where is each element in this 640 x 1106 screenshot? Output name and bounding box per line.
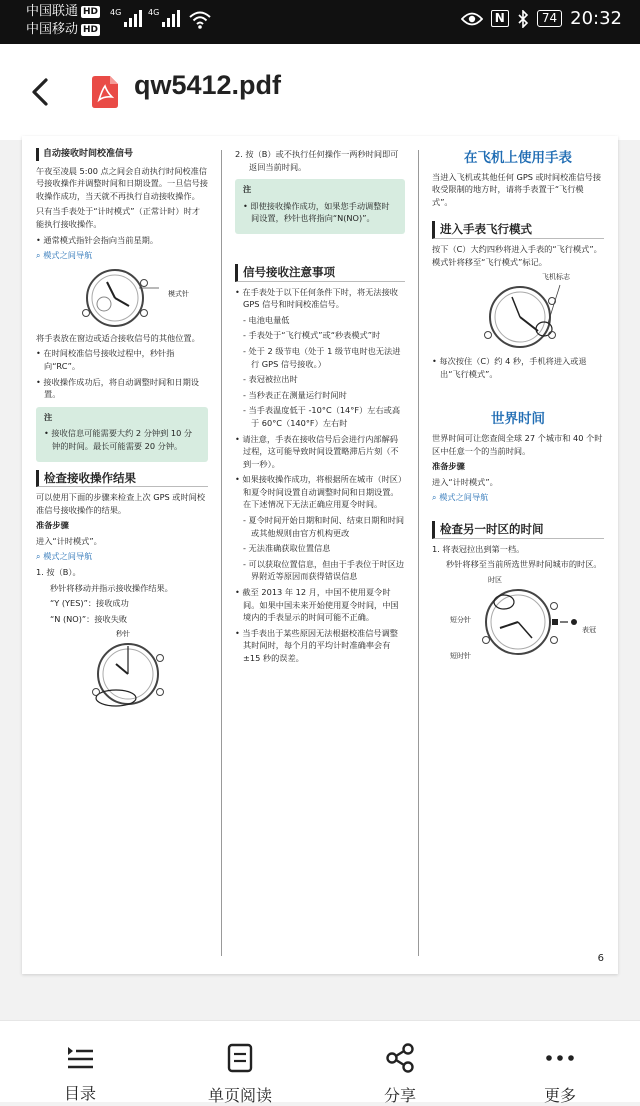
step-1-text: 秒针将移动并指示接收操作结果。 xyxy=(50,582,173,593)
watch-diagram-1 xyxy=(36,266,208,332)
battery-indicator: 74 xyxy=(537,10,562,27)
column-1 xyxy=(36,148,208,714)
share-button[interactable] xyxy=(350,1043,450,1106)
bullet-item: • 如果接收操作成功，将根据所在城市（时区）和夏令时间设置自动调整时间和日期设置。在下述情况下无法正确应用夏令时间。 xyxy=(235,474,403,510)
list-icon xyxy=(65,1043,95,1071)
step-1-text: 秒针将移至当前所选世界时间城市的时区。 xyxy=(446,559,602,570)
step-1: 1. 将表冠拉出到第一档。 xyxy=(432,543,525,554)
paragraph: 可以使用下面的步骤来检查上次 GPS 或时间校准信号接收操作的结果。 xyxy=(36,492,206,515)
bullet-item: • 当手表出于某些原因无法根据校准信号调整其时间时，每个月的平均计时准确率会有 ±15 秒的误差。 xyxy=(235,627,398,663)
mode-nav-link[interactable] xyxy=(36,249,208,262)
note-box-2 xyxy=(235,179,405,234)
more-icon xyxy=(545,1043,575,1073)
link-text: 模式之间导航 xyxy=(43,250,93,261)
toc-button[interactable] xyxy=(30,1043,130,1104)
page-number: 6 xyxy=(597,953,604,964)
short-hour-hand-label: 短时针 xyxy=(450,651,471,660)
status-bar xyxy=(0,0,640,44)
bullet-item: • 请注意，手表在接收信号后会进行内部解码过程，这可能导致时间设置略滞后片刻（不到一秒）。 xyxy=(235,433,399,469)
paragraph: 午夜至凌晨 5:00 点之间会自动执行时间校准信号接收操作并调整时间和日期设置。一旦信号接收操作成功，当天就不再执行自动接收操作。 xyxy=(36,165,208,201)
no-result: “N (NO)”：接收失败 xyxy=(50,613,128,624)
mode-nav-link-3[interactable] xyxy=(432,491,604,504)
page-icon xyxy=(227,1043,253,1073)
step-2: 2. 按（B）或不执行任何操作一两秒时间即可返回当前时间。 xyxy=(235,149,399,172)
watch-illustration-2 xyxy=(86,638,176,712)
paragraph: 将手表放在窗边或适合接收信号的其他位置。 xyxy=(36,332,200,343)
prep-steps-label: 准备步骤 xyxy=(36,520,69,531)
nfc-icon: N xyxy=(491,10,509,27)
hd-badge-2: HD xyxy=(83,25,99,35)
share-label: 分享 xyxy=(383,1086,416,1105)
paragraph: 只有当手表处于“计时模式”（正常计时）时才能执行接收操作。 xyxy=(36,206,201,229)
dash-item: - 电池电量低 xyxy=(243,314,290,325)
signal-icon-2 xyxy=(162,10,180,27)
hd-badge: HD xyxy=(83,7,99,17)
bullet-item: • 每次按住（C）约 4 秒，手机将进入或退出“飞行模式”。 xyxy=(432,356,587,379)
bluetooth-icon xyxy=(517,10,529,28)
single-page-button[interactable] xyxy=(190,1043,290,1106)
link-icon: ⌕ xyxy=(36,551,44,562)
dash-item: - 处于 2 级节电（处于 1 级节电时也无法进行 GPS 信号接收。） xyxy=(243,345,401,369)
share-icon xyxy=(385,1043,415,1073)
prep-text: 进入“计时模式”。 xyxy=(36,535,102,546)
pdf-file-icon xyxy=(92,76,118,108)
bullet-item: • 截至 2013 年 12 月，中国不使用夏令时间。如果中国未来开始使用夏令时间，中国境内的手表显示的时间可能不正确。 xyxy=(235,587,399,623)
link-text: 模式之间导航 xyxy=(439,492,489,503)
paragraph: 当进入飞机或其他任何 GPS 或时间校准信号接收受限制的地方时，请将手表置于“飞行模式”。 xyxy=(432,171,602,207)
column-divider xyxy=(221,150,222,956)
more-button[interactable] xyxy=(510,1043,610,1106)
watch-illustration-4 xyxy=(476,582,584,662)
carrier-2: 中国移动 xyxy=(26,22,79,37)
wifi-icon xyxy=(188,10,212,30)
watch-diagram-2 xyxy=(36,628,208,714)
document-title: qw5412.pdf xyxy=(134,70,282,100)
link-icon: ⌕ xyxy=(432,492,440,503)
watch-illustration xyxy=(77,266,167,330)
mode-nav-link-2[interactable] xyxy=(36,550,208,563)
watch-illustration-3 xyxy=(476,279,576,355)
dash-item: - 表冠被拉出时 xyxy=(243,374,298,385)
clock: 20:32 xyxy=(570,8,622,29)
heading-airplane: 在飞机上使用手表 xyxy=(464,150,572,166)
link-text: 模式之间导航 xyxy=(43,551,93,562)
bullet-item: • 通常模式指针会指向当前星期。 xyxy=(36,234,159,245)
note-title: 注 xyxy=(243,184,252,195)
note-title: 注 xyxy=(44,411,53,422)
dash-item: - 夏令时间开始日期和时间、结束日期和时间或其他规则由官方机构更改 xyxy=(243,515,405,538)
dash-item: - 可以获取位置信息，但由于手表位于时区边界附近等原因而获得错误信息 xyxy=(243,558,405,582)
more-label: 更多 xyxy=(543,1086,576,1105)
short-minute-hand-label: 短分针 xyxy=(450,615,471,624)
carrier-1: 中国联通 xyxy=(26,4,79,19)
watch-diagram-3 xyxy=(432,271,604,355)
column-3 xyxy=(432,148,604,670)
dash-item: - 无法准确获取位置信息 xyxy=(243,543,331,554)
column-divider-2 xyxy=(418,150,419,956)
prep-steps-label: 准备步骤 xyxy=(432,461,465,472)
yes-result: “Y (YES)”：接收成功 xyxy=(50,598,129,609)
carrier-info xyxy=(26,3,100,39)
paragraph: 世界时间可让您查阅全球 27 个城市和 40 个时区中任意一个的当前时间。 xyxy=(432,432,603,456)
bottom-toolbar xyxy=(0,1020,640,1105)
back-arrow-icon[interactable] xyxy=(24,74,60,110)
note-text: • 接收信息可能需要大约 2 分钟到 10 分钟的时间。最长可能需要 20 分钟。 xyxy=(44,428,193,451)
airplane-mark-label: 飞机标志 xyxy=(542,273,570,282)
network-type-1: 4G xyxy=(110,8,122,17)
watch-diagram-4 xyxy=(432,574,604,670)
eye-icon xyxy=(461,11,483,27)
timezone-label: 时区 xyxy=(488,575,502,584)
mode-hand-label: 模式针 xyxy=(168,289,189,298)
note-box xyxy=(36,407,208,462)
app-bar xyxy=(0,44,640,140)
bullet-item: • 接收操作成功后，将自动调整时间和日期设置。 xyxy=(36,376,199,400)
heading-auto-receive: 自动接收时间校准信号 xyxy=(36,148,208,161)
second-hand-label: 秒针 xyxy=(116,630,130,639)
heading-other-timezone: 检查另一时区的时间 xyxy=(432,521,604,539)
step-1: 1. 按（B）。 xyxy=(36,567,81,578)
paragraph: 按下（C）大约四秒将进入手表的“飞行模式”。模式针将移至“飞行模式”标记。 xyxy=(432,243,602,267)
heading-reception-notes: 信号接收注意事项 xyxy=(235,264,405,282)
dash-item: - 当手表温度低于 -10°C（14°F）左右或高于 60°C（140°F）左右时 xyxy=(243,405,401,428)
network-type-2: 4G xyxy=(148,8,160,17)
heading-check-result: 检查接收操作结果 xyxy=(36,470,208,488)
heading-flight-mode: 进入手表飞行模式 xyxy=(432,221,604,239)
column-2 xyxy=(235,148,405,668)
crown-label: 表冠 xyxy=(582,625,596,634)
dash-item: - 当秒表正在测量运行时间时 xyxy=(243,389,347,400)
pdf-page[interactable] xyxy=(22,136,618,974)
prep-text: 进入“计时模式”。 xyxy=(432,476,498,487)
toc-label: 目录 xyxy=(63,1084,96,1103)
bullet-item: • 在时间校准信号接收过程中，秒针指向“RC”。 xyxy=(36,348,175,371)
link-icon: ⌕ xyxy=(36,250,44,261)
dash-item: - 手表处于“飞行模式”或“秒表模式”时 xyxy=(243,330,381,341)
heading-world-time: 世界时间 xyxy=(491,411,545,428)
single-page-label: 单页阅读 xyxy=(207,1086,272,1105)
note-text: • 即使接收操作成功，如果您手动调整时间设置，秒针也将指向“N(NO)”。 xyxy=(243,200,390,224)
bullet-item: • 在手表处于以下任何条件下时，将无法接收 GPS 信号和时间校准信号。 xyxy=(235,286,398,310)
signal-icon xyxy=(124,10,142,27)
